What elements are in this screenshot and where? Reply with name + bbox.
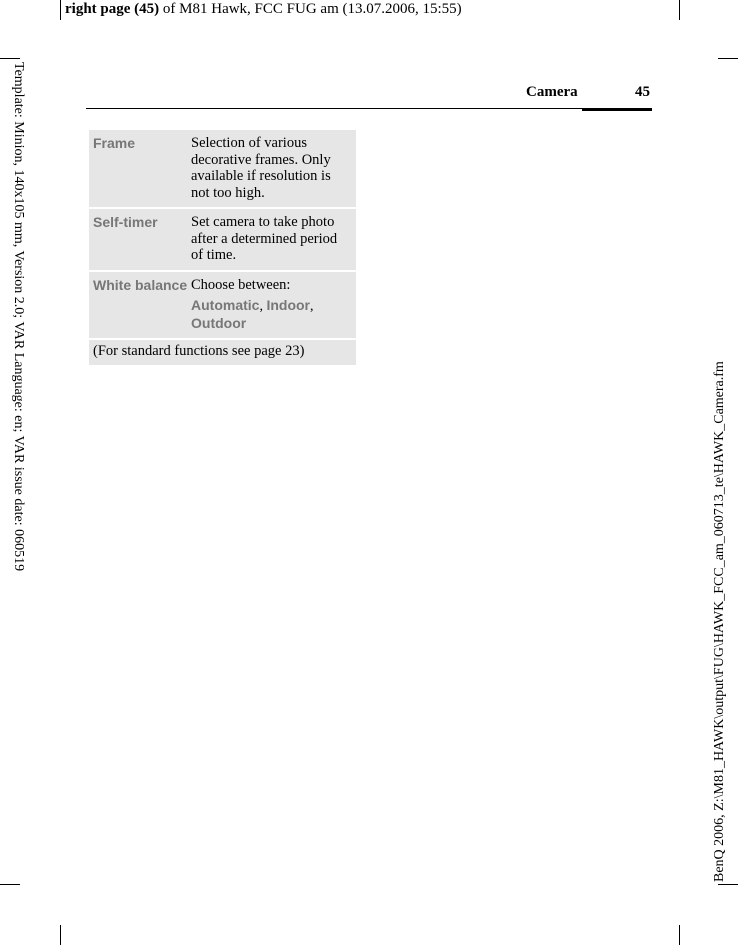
option-description: Choose between: bbox=[191, 276, 291, 293]
option-term: Frame bbox=[93, 135, 136, 151]
table-footer-row bbox=[89, 340, 356, 367]
page-header bbox=[86, 82, 652, 109]
choice-automatic: Automatic bbox=[191, 297, 260, 313]
crop-mark-left-bottom bbox=[0, 884, 20, 885]
choice-separator: , bbox=[310, 299, 314, 314]
option-description: Set camera to take photo after a determined period of time. bbox=[191, 214, 338, 263]
option-choices bbox=[191, 297, 350, 332]
print-info-page: right page (45) bbox=[65, 1, 160, 17]
print-info-details: of M81 Hawk, FCC FUG am (13.07.2006, 15:55) bbox=[159, 1, 462, 17]
option-description-cell bbox=[191, 272, 356, 339]
crop-mark-top-left bbox=[60, 0, 61, 20]
option-term: Self-timer bbox=[93, 214, 158, 230]
option-description: Selection of various decorative frames. Only available if resolution is not too high. bbox=[191, 135, 331, 201]
camera-options-table bbox=[89, 130, 356, 367]
option-term: White balance bbox=[93, 276, 188, 293]
crop-mark-bottom-right bbox=[679, 925, 680, 945]
header-accent-bar bbox=[582, 108, 652, 111]
choice-separator: , bbox=[259, 299, 267, 314]
chapter-title: Camera bbox=[526, 84, 578, 100]
crop-mark-right-top bbox=[718, 58, 738, 59]
template-info: Template: Minion, 140x105 mm, Version 2.0; VAR Language: en; VAR issue date: 060519 bbox=[11, 62, 26, 572]
print-info-line bbox=[65, 0, 462, 18]
crop-mark-right-bottom bbox=[718, 884, 738, 885]
choice-outdoor: Outdoor bbox=[191, 315, 247, 331]
table-row bbox=[89, 272, 356, 341]
standard-functions-note: (For standard functions see page 23) bbox=[93, 343, 305, 359]
crop-mark-bottom-left bbox=[60, 925, 61, 945]
table-row bbox=[89, 209, 356, 272]
page-number: 45 bbox=[635, 84, 650, 100]
table-row bbox=[89, 130, 356, 209]
choice-indoor: Indoor bbox=[266, 297, 310, 313]
crop-mark-left-top bbox=[0, 58, 20, 59]
crop-mark-top-right bbox=[679, 0, 680, 20]
file-path-info: BenQ 2006, Z:\M81_HAWK\output\FUG\HAWK_FCC_am_060713_te\HAWK_Camera.fm bbox=[712, 361, 727, 882]
